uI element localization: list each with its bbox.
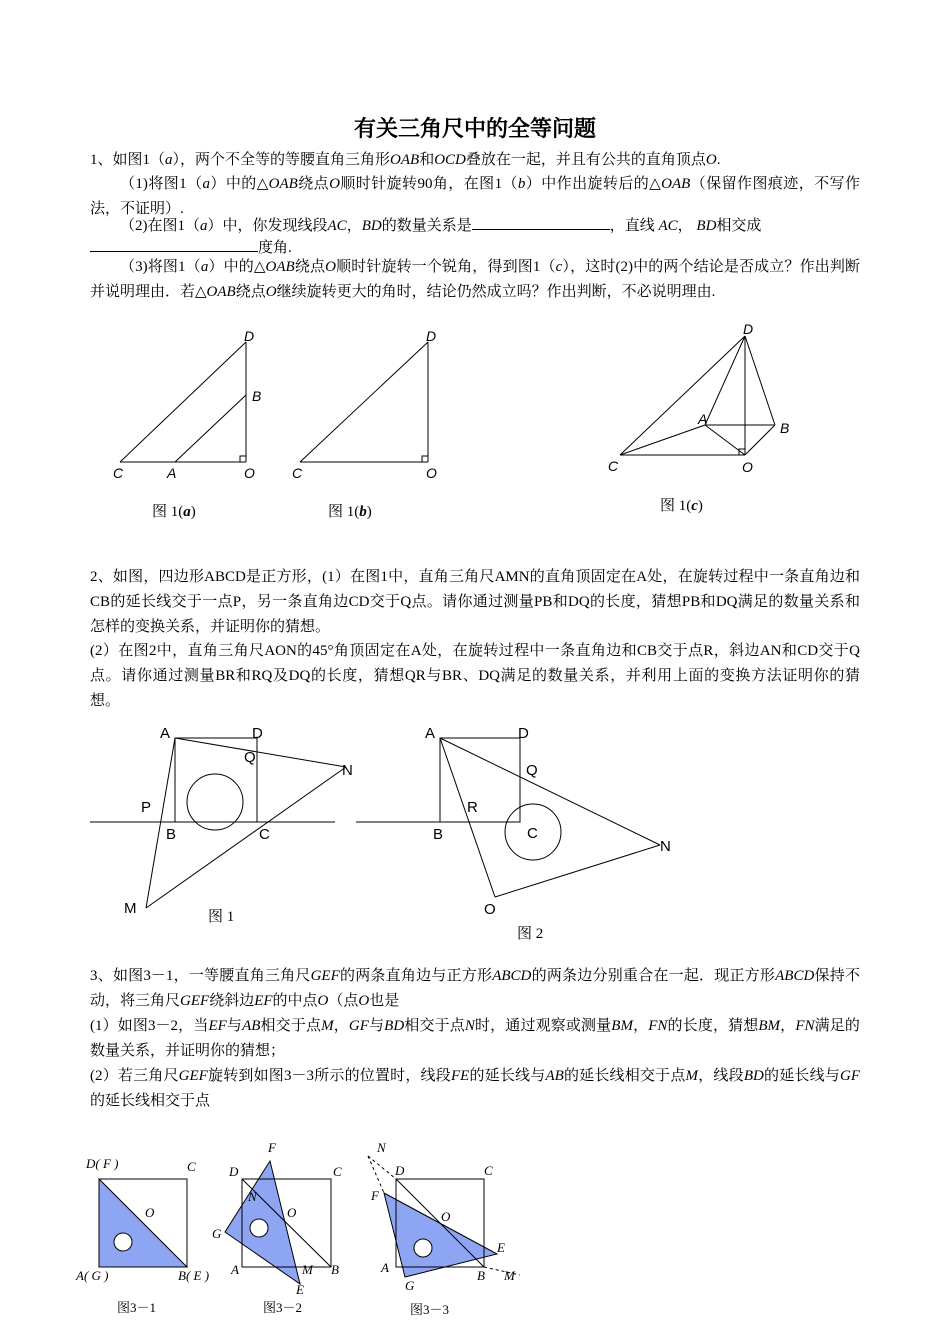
label-o: O (145, 1205, 155, 1220)
figure-1b (300, 342, 428, 462)
label-g: G (212, 1226, 222, 1241)
label-d: D (395, 1163, 405, 1178)
q3-figure-1 (99, 1179, 187, 1267)
label-c: C (113, 465, 124, 481)
segment-ob (745, 425, 775, 455)
label-m: M (504, 1268, 515, 1283)
triangle-gef (99, 1179, 187, 1267)
label-d: D (252, 725, 263, 742)
label-c: C (608, 458, 619, 474)
label-d: D (244, 328, 255, 344)
label-f: F (268, 1140, 276, 1155)
label-c: C (333, 1164, 342, 1179)
segment-ca (620, 425, 705, 455)
segment-ab (175, 395, 246, 462)
right-angle-mark (240, 456, 246, 462)
q3-part1: (1）如图3－2，当EF与AB相交于点M，GF与BD相交于点N时，通过观察或测量BM，FN的长度，猜想BM，FN满足的数量关系，并证明你的猜想； (90, 1018, 860, 1059)
label-c: C (259, 826, 270, 843)
q2-part2: (2）在图2中，直角三角尺AON的45°角顶固定在A处，在旋转过程中一条直角边和CB交于点R，斜边AN和CD交于Q点。请你通过测量BR和RQ及DQ的长度，猜想QR与BR、DQ满足的数量关系，并利用上面的变换方法证明你的猜想。 (90, 643, 860, 709)
label-b: B (433, 826, 444, 843)
label-a: A (160, 725, 171, 742)
caption-q3-fig2: 图3－2 (263, 1300, 303, 1315)
label-a: A (698, 411, 708, 427)
label-b: B (166, 826, 177, 843)
page-title: 有关三角尺中的全等问题 (353, 117, 596, 142)
caption-q2-fig2: 图 2 (517, 926, 544, 942)
caption-1a: 图 1(a) (152, 504, 196, 520)
caption-1c: 图 1(c) (660, 498, 703, 514)
label-c: C (292, 465, 303, 481)
caption-q3-fig3: 图3－3 (410, 1302, 450, 1317)
q2-part1: 2、如图，四边形ABCD是正方形，(1）在图1中，直角三角尺AMN的直角顶固定在A处，在旋转过程中一条直角边和CB的延长线交于一点P，另一条直角边CD交于Q点。请你通过测量PB和DQ的长度，猜想PB和DQ满足的数量关系和怎样的变换关系，并证明你的猜想。 (90, 569, 860, 635)
label-e: E (497, 1240, 505, 1255)
q1-part3: （3)将图1（a）中的△OAB绕点O顺时针旋转一个锐角，得到图1（c），这时(2)中的两个结论是否成立？作出判断并说明理由．若△OAB绕点O继续旋转更大的角时，结论仍然成立吗？作出判断，不必说明理由. (90, 259, 860, 300)
label-e: E (296, 1282, 304, 1297)
caption-q2-fig1: 图 1 (208, 909, 235, 925)
label-o: O (441, 1209, 451, 1224)
caption-q3-fig1: 图3－1 (117, 1300, 157, 1315)
segment-cd (120, 342, 246, 462)
label-m: M (124, 900, 137, 917)
square-abcd (440, 738, 520, 822)
label-o: O (426, 465, 437, 481)
label-a: A (381, 1260, 389, 1275)
segment-da (705, 336, 745, 425)
triangle-gef (384, 1193, 497, 1277)
q1-part2-end: 度角. (90, 235, 860, 261)
label-df: D( F ) (86, 1156, 119, 1171)
q2-figure-1 (90, 738, 346, 908)
label-n: N (660, 838, 671, 855)
label-n: N (248, 1189, 257, 1204)
label-b: B (780, 420, 790, 436)
label-m: M (302, 1262, 313, 1277)
label-a: A (425, 725, 436, 742)
label-o: O (484, 901, 496, 918)
segment-an (440, 738, 660, 845)
figure-1c (620, 336, 775, 455)
right-angle-mark (422, 456, 428, 462)
q3-part2: (2）若三角尺GEF旋转到如图3－3所示的位置时，线段FE的延长线与AB的延长线相交于点M，线段BD的延长线与GF的延长线相交于点 (90, 1068, 860, 1109)
label-d: D (743, 321, 754, 337)
segment-db (745, 336, 775, 425)
label-n: N (342, 762, 353, 779)
figure-1a (120, 342, 246, 462)
circle (414, 1239, 432, 1257)
segment-ao (440, 738, 495, 897)
label-g: G (405, 1278, 415, 1293)
segment-on (495, 845, 660, 897)
q2-figure-2 (356, 738, 660, 897)
label-d: D (426, 328, 437, 344)
segment-an (175, 738, 346, 767)
segment-cd (300, 342, 428, 462)
label-d: D (229, 1164, 239, 1179)
label-o: O (287, 1205, 297, 1220)
label-a: A (231, 1262, 239, 1277)
label-o: O (244, 465, 255, 481)
q1-part1: （1)将图1（a）中的△OAB绕点O顺时针旋转90角，在图1（b）中作出旋转后的△OAB（保留作图痕迹，不写作法，不证明）. (90, 176, 860, 217)
label-r: R (467, 799, 478, 816)
label-p: P (141, 799, 152, 816)
q1-intro: 1、如图1（a），两个不全等的等腰直角三角形OAB和OCD叠放在一起，并且有公共的直角顶点O. (90, 152, 721, 168)
label-c: C (484, 1163, 493, 1178)
label-c: C (187, 1159, 196, 1174)
q3-intro: 3、如图3－1，一等腰直角三角尺GEF的两条直角边与正方形ABCD的两条边分别重合在一起．现正方形ABCD保持不动，将三角尺GEF绕斜边EF的中点O（点O也是 (90, 968, 860, 1009)
label-a: A (167, 465, 177, 481)
caption-1b: 图 1(b) (328, 504, 372, 520)
label-d: D (518, 725, 529, 742)
segment-am (146, 738, 175, 908)
label-be: B( E ) (178, 1268, 210, 1283)
label-o: O (742, 459, 753, 475)
label-ag: A( G ) (76, 1268, 109, 1283)
label-b: B (477, 1268, 485, 1283)
q1-part2: （2)在图1（a）中，你发现线段AC，BD的数量关系是 ，直线 AC， BD相交成 (90, 213, 860, 239)
line-extension-n (368, 1156, 396, 1179)
label-f: F (371, 1188, 379, 1203)
label-q: Q (244, 749, 256, 766)
label-c: C (527, 825, 538, 842)
circle (250, 1219, 268, 1237)
circle (114, 1233, 132, 1251)
label-b: B (331, 1262, 339, 1277)
label-q: Q (526, 762, 538, 779)
segment-cd (620, 336, 745, 455)
q3-figure-2 (225, 1161, 331, 1284)
label-n: N (377, 1140, 386, 1155)
label-b: B (252, 388, 262, 404)
